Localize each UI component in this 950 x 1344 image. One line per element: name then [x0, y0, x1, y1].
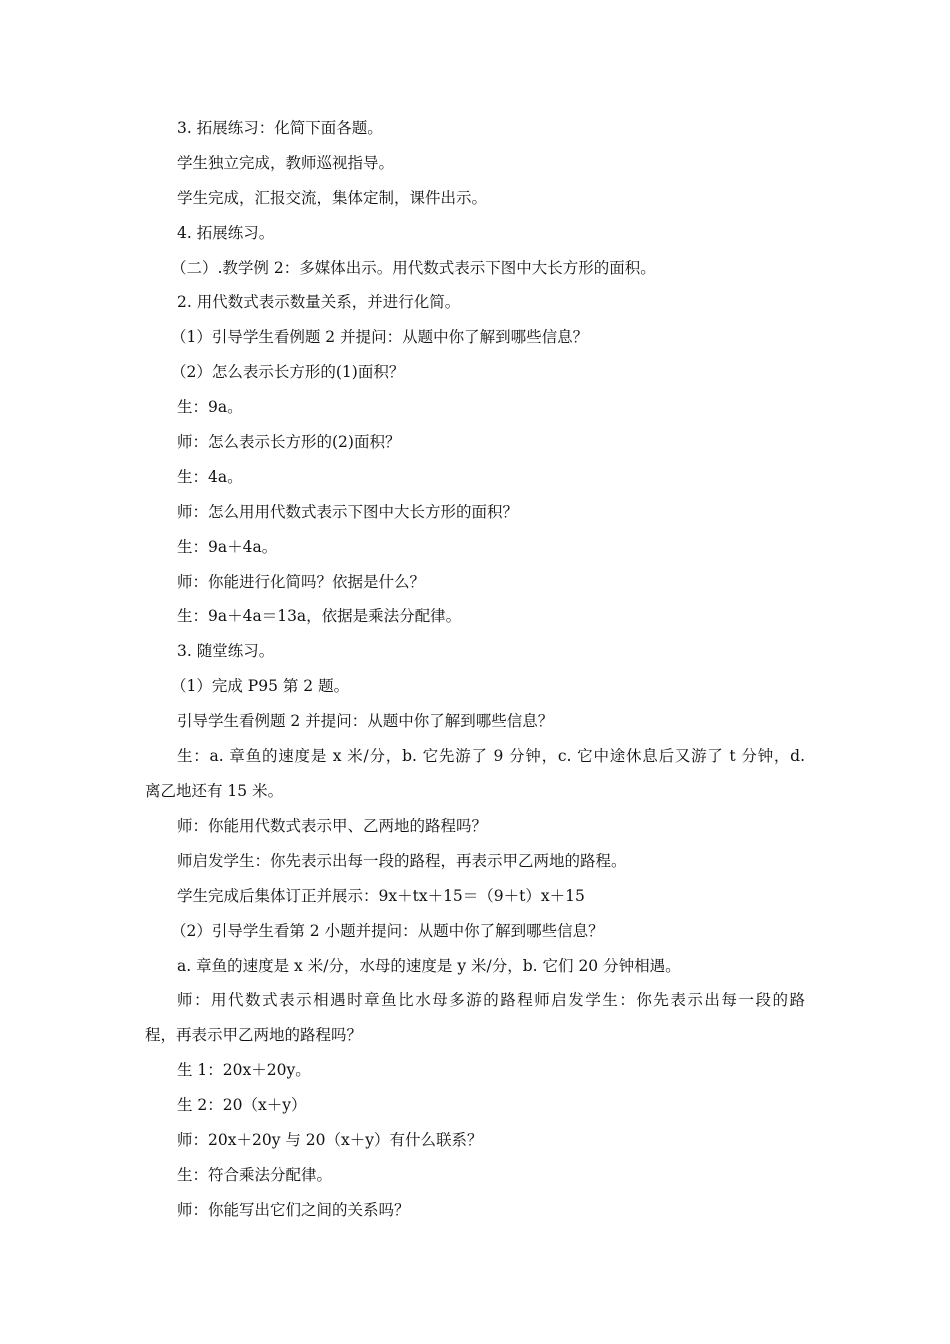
- text-line: 师：20x＋20y 与 20（x＋y）有什么联系？: [177, 1131, 483, 1149]
- section-heading: （二）.教学例 2：多媒体出示。用代数式表示下图中大长方形的面积。: [171, 259, 656, 277]
- text-line: 生：a. 章鱼的速度是 x 米/分，b. 它先游了 9 分钟，c. 它中途休息后又游了 t 分钟，d.: [177, 747, 805, 765]
- text-line: 师：用代数式表示相遇时章鱼比水母多游的路程师启发学生：你先表示出每一段的路: [177, 991, 805, 1009]
- text-line: 3. 随堂练习。: [177, 642, 275, 660]
- text-line: 学生完成后集体订正并展示：9x＋tx＋15＝（9＋t）x＋15: [177, 887, 585, 905]
- text-line: 师：你能用代数式表示甲、乙两地的路程吗？: [177, 817, 488, 835]
- text-line: 师启发学生：你先表示出每一段的路程，再表示甲乙两地的路程。: [177, 852, 627, 870]
- text-line: a. 章鱼的速度是 x 米/分，水母的速度是 y 米/分，b. 它们 20 分钟相遇。: [177, 957, 681, 975]
- text-line: 生：9a。: [177, 398, 243, 416]
- text-line: 生：符合乘法分配律。: [177, 1166, 333, 1184]
- text-line: 生：9a＋4a。: [177, 538, 278, 556]
- text-line: 生：9a＋4a＝13a，依据是乘法分配律。: [177, 607, 462, 625]
- text-line: 师：你能写出它们之间的关系吗？: [177, 1201, 410, 1219]
- text-line: 学生完成，汇报交流，集体定制，课件出示。: [177, 189, 488, 207]
- text-line: 生 1：20x＋20y。: [177, 1061, 311, 1079]
- text-line: 生 2：20（x＋y）: [177, 1096, 307, 1114]
- text-line: 师：怎么表示长方形的(2)面积？: [177, 433, 401, 451]
- text-line: （1）引导学生看例题 2 并提问：从题中你了解到哪些信息？: [171, 328, 589, 346]
- text-line: 生：4a。: [177, 468, 243, 486]
- text-line: 3. 拓展练习：化简下面各题。: [177, 119, 383, 137]
- text-line: （2）怎么表示长方形的(1)面积？: [171, 363, 405, 381]
- text-line: 引导学生看例题 2 并提问：从题中你了解到哪些信息？: [177, 712, 554, 730]
- text-line: 学生独立完成，教师巡视指导。: [177, 154, 395, 172]
- text-line: （2）引导学生看第 2 小题并提问：从题中你了解到哪些信息？: [171, 922, 604, 940]
- text-line: 师：你能进行化简吗？依据是什么？: [177, 573, 426, 591]
- text-line: 师：怎么用用代数式表示下图中大长方形的面积？: [177, 503, 519, 521]
- text-line: 离乙地还有 15 米。: [145, 782, 284, 800]
- text-line: 4. 拓展练习。: [177, 224, 275, 242]
- text-line: （1）完成 P95 第 2 题。: [171, 677, 350, 695]
- text-line: 程，再表示甲乙两地的路程吗？: [145, 1026, 363, 1044]
- text-line: 2. 用代数式表示数量关系，并进行化简。: [177, 293, 461, 311]
